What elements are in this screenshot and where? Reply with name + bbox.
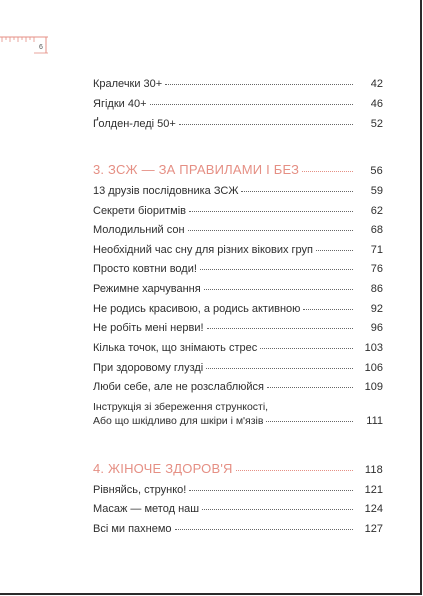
toc-entry-page: 59	[370, 185, 383, 197]
section-title: 3. ЗСЖ — ЗА ПРАВИЛАМИ І БЕЗ	[93, 162, 300, 177]
leader-dots	[302, 171, 353, 172]
toc-entry	[93, 244, 383, 257]
leader-dots	[266, 421, 353, 422]
toc-entry-title-line2: Або що шкідливо для шкіри і м'язів	[93, 415, 264, 427]
toc-entry-title: Люби себе, але не розслаблюйся	[93, 381, 264, 393]
leader-dots	[175, 529, 353, 530]
leader-dots	[179, 124, 353, 125]
toc-entry	[93, 263, 383, 276]
toc-entry-page: 92	[370, 303, 383, 315]
section-title: 4. ЖІНОЧЕ ЗДОРОВ'Я	[93, 461, 233, 476]
toc-entry-page: 52	[370, 118, 383, 130]
toc-entry-page: 86	[370, 283, 383, 295]
toc-entry	[93, 98, 383, 111]
toc-entry-page: 103	[364, 342, 383, 354]
toc-entry-title: Кілька точок, що знімають стрес	[93, 342, 258, 354]
toc-entry	[93, 303, 383, 316]
toc-entry-title: 13 друзів послідовника ЗСЖ	[93, 185, 239, 197]
toc-entry	[93, 362, 383, 375]
toc-entry	[93, 381, 383, 394]
leader-dots	[260, 348, 353, 349]
leader-dots	[303, 309, 353, 310]
toc-entry-title: Кралечки 30+	[93, 78, 163, 90]
leader-dots	[188, 230, 353, 231]
leader-dots	[316, 250, 353, 251]
leader-dots	[206, 368, 353, 369]
toc-entry-title: При здоровому глузді	[93, 362, 204, 374]
toc-section-heading	[93, 163, 383, 178]
leader-dots	[189, 211, 353, 212]
toc-entry-page: 111	[366, 415, 383, 427]
leader-dots	[200, 269, 353, 270]
toc-entry-title: Секрети біоритмів	[93, 205, 186, 217]
toc-entry-title: Ґолден-леді 50+	[93, 118, 176, 130]
toc-entry-title: Режимне харчування	[93, 283, 201, 295]
toc-entry	[93, 342, 383, 355]
toc-section-heading	[93, 462, 383, 477]
page-number: 6	[39, 44, 43, 51]
toc-entry-page: 96	[370, 322, 383, 334]
leader-dots	[165, 84, 353, 85]
toc-entry	[93, 415, 383, 428]
toc-entry-title: Ягідки 40+	[93, 98, 147, 110]
leader-dots	[236, 470, 353, 471]
toc-entry-page: 62	[370, 205, 383, 217]
toc-entry-page: 127	[364, 523, 383, 535]
toc-entry-page: 121	[364, 484, 383, 496]
toc-entry-page: 124	[364, 503, 383, 515]
toc-entry-title: Молодильний сон	[93, 224, 185, 236]
toc-entry	[93, 185, 383, 198]
toc-entry	[93, 78, 383, 91]
toc-entry-title: Рівняйсь, струнко!	[93, 484, 187, 496]
toc-entry	[93, 118, 383, 131]
toc-entry-page: 71	[370, 244, 383, 256]
toc-entry	[93, 503, 383, 516]
toc-entry-page: 106	[364, 362, 383, 374]
toc-entry-title: Просто ковтни води!	[93, 263, 197, 275]
toc-entry-page: 76	[370, 263, 383, 275]
leader-dots	[204, 289, 353, 290]
toc-entry	[93, 224, 383, 237]
toc-entry-title-line1: Інструкція зі збереження стрункості,	[93, 401, 269, 413]
leader-dots	[150, 104, 354, 105]
leader-dots	[189, 490, 353, 491]
section-page: 118	[364, 464, 383, 476]
toc-entry-page: 109	[364, 381, 383, 393]
toc-entry	[93, 283, 383, 296]
toc-entry-title: Необхідний час сну для різних вікових груп	[93, 244, 314, 256]
leader-dots	[202, 509, 353, 510]
toc-entry-page: 42	[370, 78, 383, 90]
leader-dots	[267, 387, 353, 388]
toc-entry-page: 68	[370, 224, 383, 236]
section-page: 56	[370, 165, 383, 177]
toc-entry-title: Не родись красивою, а родись активною	[93, 303, 301, 315]
toc-entry-two-line	[93, 401, 383, 414]
toc-entry	[93, 484, 383, 497]
leader-dots	[241, 191, 353, 192]
toc-entry	[93, 205, 383, 218]
toc-entry-page: 46	[370, 98, 383, 110]
toc-entry-title: Не робіть мені нерви!	[93, 322, 204, 334]
leader-dots	[207, 328, 353, 329]
toc-entry	[93, 523, 383, 536]
toc-entry-title: Масаж — метод наш	[93, 503, 200, 515]
toc-entry-title: Всі ми пахнемо	[93, 523, 172, 535]
toc-entry	[93, 322, 383, 335]
